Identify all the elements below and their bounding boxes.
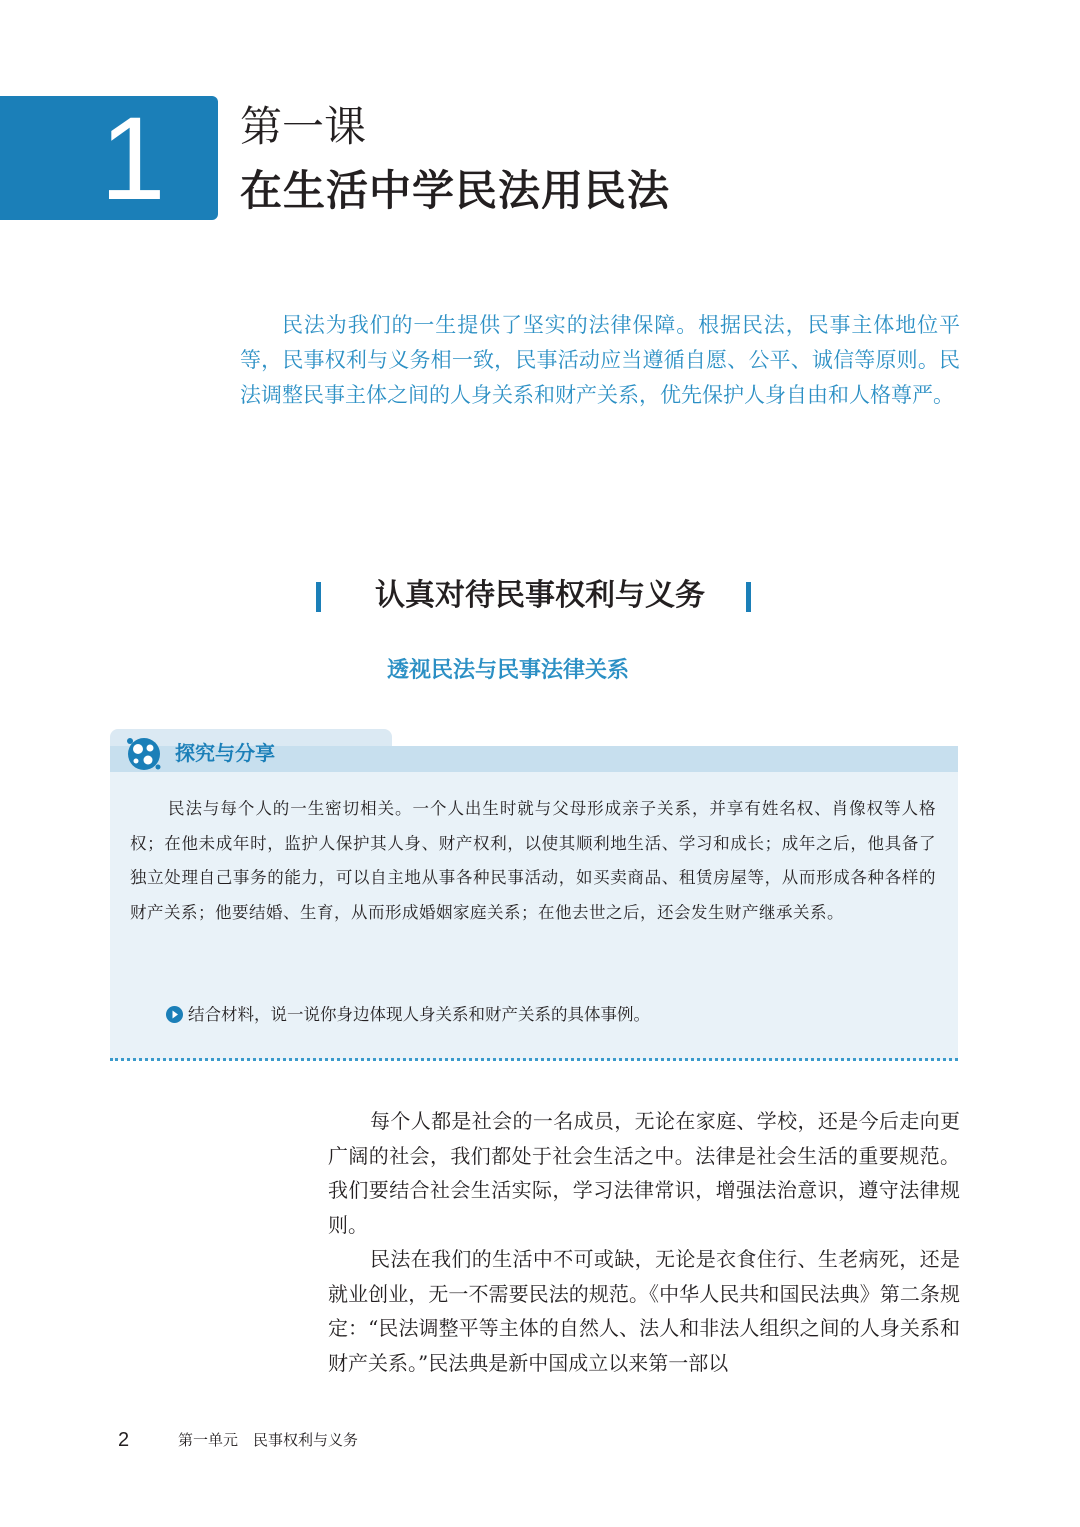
page-number: 2	[118, 1429, 130, 1451]
section-heading: 认真对待民事权利与义务	[375, 578, 705, 613]
body-paragraph-2: 民法在我们的生活中不可或缺，无论是衣食住行、生老病死，还是就业创业，无一不需要民法的规范。《中华人民共和国民法典》第二条规定：“民法调整平等主体的自然人、法人和非法人组织之间的人身关系和财产关系。”民法典是新中国成立以来第一部以	[328, 1247, 960, 1375]
activity-question: 结合材料，说一说你身边体现人身关系和财产关系的具体事例。	[188, 1005, 650, 1024]
lesson-introduction: 民法为我们的一生提供了坚实的法律保障。根据民法，民事主体地位平等，民事权利与义务相一致，民事活动应当遵循自愿、公平、诚信等原则。民法调整民事主体之间的人身关系和财产关系，优先保护人身自由和人格尊严。	[240, 313, 960, 407]
activity-title: 探究与分享	[175, 741, 275, 765]
heading-bar-right	[746, 582, 751, 612]
subsection-heading: 透视民法与民事法律关系	[386, 657, 629, 683]
activity-dotted-border	[110, 1058, 958, 1061]
puzzle-globe-icon	[124, 733, 164, 773]
activity-material-text: 民法与每个人的一生密切相关。一个人出生时就与父母形成亲子关系，并享有姓名权、肖像权等人格权；在他未成年时，监护人保护其人身、财产权利，以使其顺利地生活、学习和成长；成年之后，他具备了独立处理自己事务的能力，可以自主地从事各种民事活动，如买卖商品、租赁房屋等，从而形成各种各样的财产关系；他要结婚、生育，从而形成婚姻家庭关系；在他去世之后，还会发生财产继承关系。	[130, 799, 936, 922]
play-arrow-icon	[166, 1006, 183, 1023]
body-paragraph-1: 每个人都是社会的一名成员，无论在家庭、学校，还是今后走向更广阔的社会，我们都处于社会生活之中。法律是社会生活的重要规范。我们要结合社会生活实际，学习法律常识，增强法治意识，遵守法律规则。	[328, 1109, 960, 1237]
lesson-number: 1	[100, 93, 166, 225]
footer-unit-title: 第一单元 民事权利与义务	[178, 1431, 359, 1449]
lesson-label: 第一课	[240, 102, 367, 151]
lesson-title: 在生活中学民法用民法	[240, 166, 671, 215]
